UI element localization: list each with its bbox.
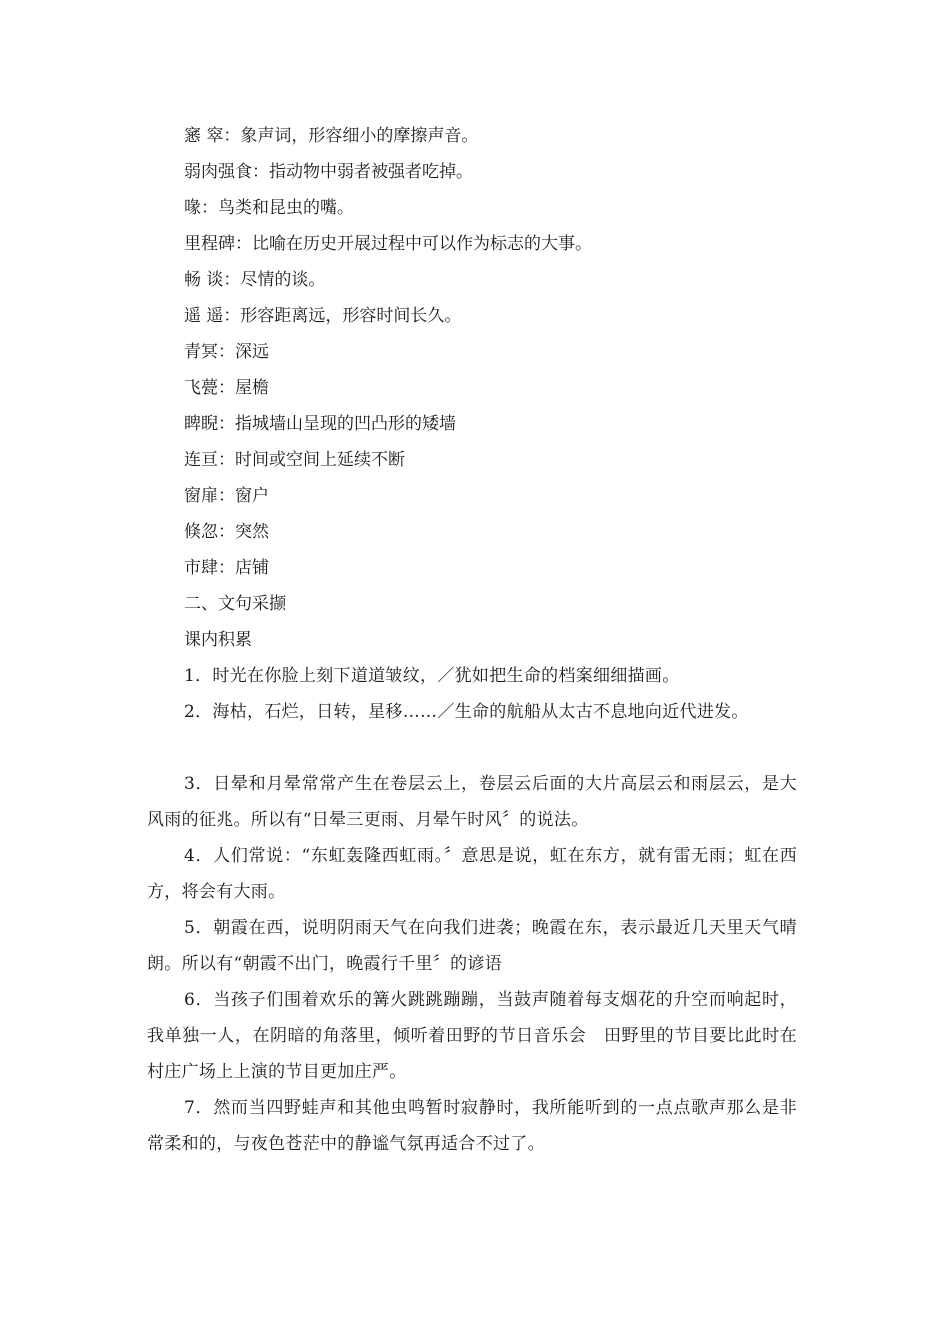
glossary-entry: 畅 谈：尽情的谈。: [184, 270, 326, 290]
sentence-item: 1．时光在你脸上刻下道道皱纹，／犹如把生命的档案细细描画。: [184, 666, 680, 686]
subsection-heading: 课内积累: [184, 630, 252, 650]
section-heading: 二、文句采撷: [184, 594, 286, 614]
glossary-entry: 喙：鸟类和昆虫的嘴。: [184, 198, 354, 218]
sentence-item: 5．朝霞在西，说明阴雨天气在向我们进袭；晚霞在东，表示最近几天里天气晴朗。所以有“朝霞不出门，晚霞行千里〞的谚语: [147, 918, 797, 974]
glossary-entry: 倏忽：突然: [184, 522, 269, 542]
glossary-entry: 飞甍：屋檐: [184, 378, 269, 398]
glossary-entry: 里程碑：比喻在历史开展过程中可以作为标志的大事。: [184, 234, 592, 254]
glossary-entry: 睥睨：指城墙山呈现的凹凸形的矮墙: [184, 414, 456, 434]
glossary-entry: 窗扉：窗户: [184, 486, 269, 506]
sentence-item: 2．海枯，石烂，日转，星移……／生命的航船从太古不息地向近代进发。: [184, 702, 749, 722]
glossary-entry: 市肆：店铺: [184, 558, 269, 578]
glossary-entry: 遥 遥：形容距离远，形容时间长久。: [184, 306, 462, 326]
sentence-item: 3．日晕和月晕常常产生在卷层云上，卷层云后面的大片高层云和雨层云，是大风雨的征兆。所以有“日晕三更雨、月晕午时风〞的说法。: [147, 774, 797, 830]
sentence-item: 7．然而当四野蛙声和其他虫鸣暂时寂静时，我所能听到的一点点歌声那么是非常柔和的，与夜色苍茫中的静谧气氛再适合不过了。: [147, 1098, 797, 1154]
sentence-item: 6．当孩子们围着欢乐的篝火跳跳蹦蹦，当鼓声随着每支烟花的升空而响起时，我单独一人，在阴暗的角落里，倾听着田野的节日音乐会 田野里的节目要比此时在村庄广场上上演的节目更加庄严。: [147, 990, 797, 1082]
glossary-entry: 窸 窣：象声词，形容细小的摩擦声音。: [184, 126, 479, 146]
glossary-entry: 连亘：时间或空间上延续不断: [184, 450, 405, 470]
sentence-item: 4．人们常说：“东虹轰隆西虹雨。〞意思是说，虹在东方，就有雷无雨；虹在西方，将会有大雨。: [147, 846, 797, 902]
glossary-entry: 弱肉强食：指动物中弱者被强者吃掉。: [184, 162, 473, 182]
glossary-entry: 青冥：深远: [184, 342, 269, 362]
